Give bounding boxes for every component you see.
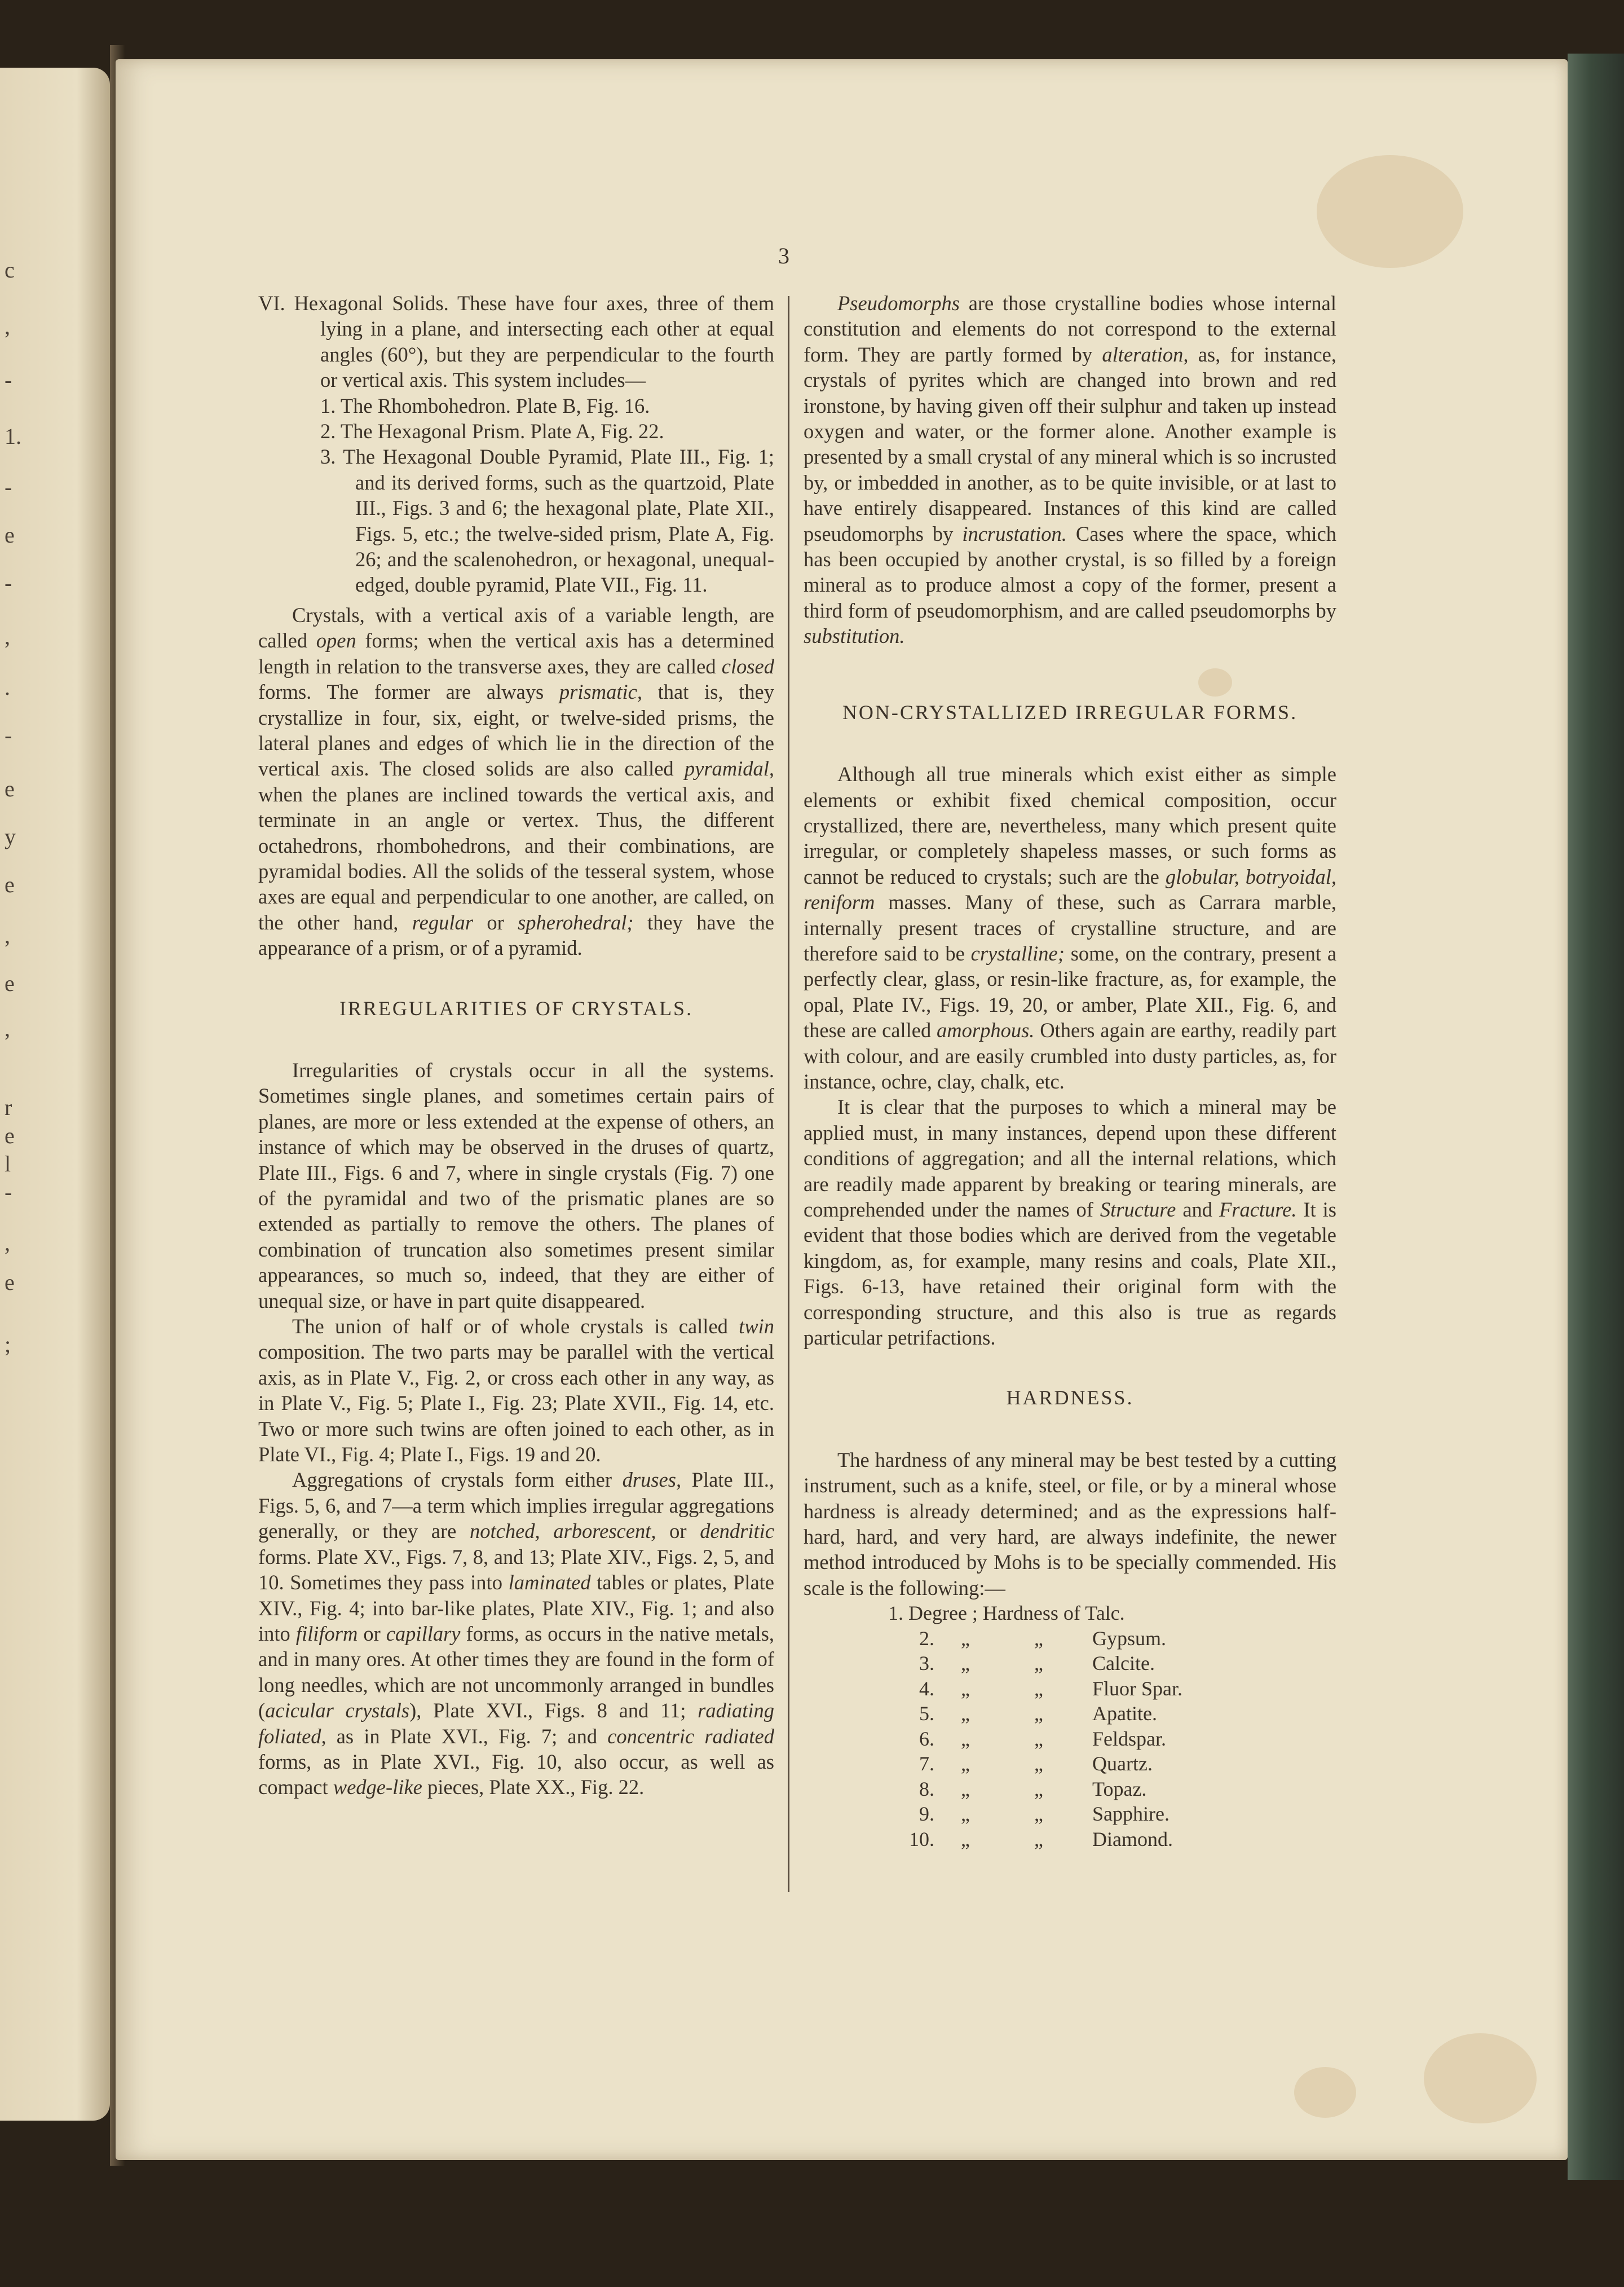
table-row [804, 1777, 1336, 1802]
previous-page-text-fragment: e [5, 1123, 15, 1148]
table-cell: „ [961, 1777, 970, 1800]
section-heading: IRREGULARITIES OF CRYSTALS. [339, 997, 694, 1020]
hexagonal-solids-intro: VI. Hexagonal Solids. These have four axes, three of them lying in a plane, and intersecting each other at equal angles (60°), but they are perpendicular to the fourth or vertical axis. This system includes— [258, 292, 774, 392]
irregularities-paragraph: Irregularities of crystals occur in all the systems. Sometimes single planes, and sometimes certain pairs of planes, are more or less extended at the expense of others, an instance of which may be observed in the druses of quartz, Plate III., Figs. 6 and 7, where in single crystals (Fig. 7) one of the pyramidal and two of the prismatic planes are so extended as partially to remove the others. The planes of combination of truncation also sometimes present similar appearances, so much so, indeed, that they are either of unequal size, or have in part quite disappeared. [258, 1058, 774, 1312]
right-column [804, 290, 1336, 1852]
table-cell: 8. [919, 1777, 934, 1800]
section-heading: HARDNESS. [1006, 1386, 1134, 1409]
table-row [804, 1651, 1336, 1676]
previous-page-text-fragment: , [5, 624, 10, 649]
page-number: 3 [778, 243, 789, 268]
pseudomorphs-paragraph: Pseudomorphs are those crystalline bodies whose internal constitution and elements do not correspond to the external form. They are partly formed by alteration, as, for instance, crystals of pyrites which are changed into brown and red ironstone, by having given off their sulphur and taken up instead oxygen and water, or the former alone. Another example is presented by a small crystal of any mineral which is so incrusted by, or imbedded in another, as to be quite invisible, or at last to have entirely disappeared. Instances of this kind are called pseudomorphs by incrustation. Cases where the space, which has been occupied by another crystal, is so filled by a foreign mineral as to produce almost a copy of the former, present a third form of pseudomorphism, and are called pseudomorphs by substitution. [804, 292, 1337, 648]
table-cell: „ [961, 1702, 970, 1725]
list-item: 3. The Hexagonal Double Pyramid, Plate III., Fig. 1; and its derived forms, such as the quartzoid, Plate III., Figs. 3 and 6; the hexagonal plate, Plate XII., Figs. 5, etc.; the twelve-sided prism, Plate A, Fig. 26; and the scalenohedron, or hexagonal, unequal-edged, double pyramid, Plate VII., Fig. 11. [320, 445, 774, 597]
table-cell: „ [1034, 1677, 1043, 1700]
table-cell: 4. [919, 1677, 934, 1700]
previous-page-text-fragment: e [5, 872, 15, 897]
list-item: 2. The Hexagonal Prism. Plate A, Fig. 22. [320, 420, 664, 443]
table-cell: „ [1034, 1652, 1043, 1675]
table-cell: „ [961, 1752, 970, 1775]
previous-page-text-fragment: - [5, 474, 12, 500]
table-cell: 5. [919, 1702, 934, 1725]
table-cell: „ [1034, 1702, 1043, 1725]
table-cell: „ [1034, 1752, 1043, 1775]
previous-page-edge [0, 68, 110, 2121]
table-cell: „ [961, 1727, 970, 1750]
previous-page-text-fragment: - [5, 570, 12, 596]
previous-page-text-fragment: , [5, 923, 10, 948]
section-heading: NON-CRYSTALLIZED IRREGULAR FORMS. [842, 700, 1298, 724]
previous-page-text-fragment: . [5, 675, 10, 700]
previous-page-text-fragment: c [5, 257, 15, 283]
table-cell: 7. [919, 1752, 934, 1775]
table-cell: 10. [909, 1827, 934, 1850]
column-divider [788, 296, 789, 1892]
table-cell: 2. [919, 1627, 934, 1650]
previous-page-text-fragment: e [5, 971, 15, 996]
crystals-paragraph: Crystals, with a vertical axis of a variable length, are called open forms; when the vertical axis has a determined length in relation to the transverse axes, they are called closed forms. The former are always prismatic, that is, they crystallize in four, six, eight, or twelve-sided prisms, the lateral planes and edges of which lie in the direction of the vertical axis. The closed solids are also called pyramidal, when the planes are inclined towards the vertical axis, and terminate in an angle or vertex. Thus, the different octahedrons, rhombohedrons, and their combinations, are pyramidal bodies. All the solids of the tesseral system, whose axes are equal and perpendicular to one another, are called, on the other hand, regular or spherohedral; they have the appearance of a prism, or of a pyramid. [258, 603, 775, 960]
previous-page-text-fragment: - [5, 367, 12, 393]
table-row [804, 1701, 1336, 1726]
table-cell: 6. [919, 1727, 934, 1750]
table-row [804, 1751, 1336, 1777]
hardness-paragraph: The hardness of any mineral may be best tested by a cutting instrument, such as a knife, steel, or file, or by a mineral whose hardness is already determined; and as the expressions half-hard, hard, and very hard, are always indefinite, the newer method introduced by Mohs is to be specially commended. His scale is the following:— [804, 1448, 1336, 1599]
twin-paragraph: The union of half or of whole crystals is called twin composition. The two parts may be parallel with the vertical axis, as in Plate V., Fig. 2, or cross each other in any way, as in Plate V., Fig. 5; Plate I., Fig. 23; Plate XVII., Fig. 14, etc. Two or more such twins are often joined to each other, as in Plate VI., Fig. 4; Plate I., Figs. 19 and 20. [258, 1315, 775, 1466]
table-cell: „ [1034, 1627, 1043, 1650]
table-cell: „ [1034, 1777, 1043, 1800]
left-column [258, 290, 774, 1800]
previous-page-text-fragment: l [5, 1151, 11, 1176]
hexagonal-forms-list [258, 393, 774, 598]
table-cell: „ [1034, 1727, 1043, 1750]
table-cell: „ [961, 1652, 970, 1675]
previous-page-text-fragment: - [5, 1179, 12, 1205]
previous-page-text-fragment: e [5, 522, 15, 548]
previous-page-text-fragment: , [5, 314, 10, 339]
table-cell: „ [1034, 1827, 1043, 1850]
previous-page-text-fragment: , [5, 1016, 10, 1041]
table-cell: Calcite. [1092, 1652, 1155, 1675]
table-row [804, 1626, 1336, 1651]
table-cell: „ [961, 1803, 970, 1826]
table-cell: Sapphire. [1092, 1803, 1170, 1826]
table-cell: „ [961, 1827, 970, 1850]
structure-paragraph: It is clear that the purposes to which a mineral may be applied must, in many instances, depend upon these different conditions of aggregation; and all the internal relations, which are readily made apparent by breaking or tearing minerals, are comprehended under the names of Structure and Fracture. It is evident that those bodies which are derived from the vegetable kingdom, as, for example, many resins and coals, Plate XII., Figs. 6-13, have retained their original form with the corresponding structure, and this also is true as regards particular petrifactions. [804, 1095, 1336, 1350]
aggregations-paragraph: Aggregations of crystals form either druses, Plate III., Figs. 5, 6, and 7—a term which implies irregular aggregations generally, or they are notched, arborescent, or dendritic forms. Plate XV., Figs. 7, 8, and 13; Plate XIV., Figs. 2, 5, and 10. Sometimes they pass into laminated tables or plates, Plate XIV., Fig. 4; into bar-like plates, Plate XIV., Fig. 1; and also into filiform or capillary forms, as occurs in the native metals, and in many ores. At other times they are found in the form of long needles, which are not uncommonly arranged in bundles (acicular crystals), Plate XVI., Figs. 8 and 11; radiating foliated, as in Plate XVI., Fig. 7; and concentric radiated forms, as in Plate XVI., Fig. 10, also occur, as well as compact wedge-like pieces, Plate XX., Fig. 22. [258, 1468, 775, 1799]
table-cell: Apatite. [1092, 1702, 1157, 1725]
table-cell: Gypsum. [1092, 1627, 1167, 1650]
table-row: 1. Degree ; Hardness of Talc. [888, 1602, 1125, 1625]
table-cell: Quartz. [1092, 1752, 1153, 1775]
previous-page-text-fragment: - [5, 722, 12, 748]
table-cell: Feldspar. [1092, 1727, 1166, 1750]
table-cell: Diamond. [1092, 1827, 1173, 1850]
table-cell: „ [961, 1677, 970, 1700]
table-cell: „ [1034, 1803, 1043, 1826]
previous-page-text-fragment: e [5, 776, 15, 801]
previous-page-text-fragment: r [5, 1095, 12, 1120]
previous-page-text-fragment: y [5, 824, 16, 849]
previous-page-text-fragment: , [5, 1230, 10, 1255]
previous-page-text-fragment: e [5, 1270, 15, 1295]
table-cell: „ [961, 1627, 970, 1650]
previous-page-text-fragment: ; [5, 1332, 11, 1357]
table-cell: Topaz. [1092, 1777, 1147, 1800]
table-row [804, 1827, 1336, 1852]
table-cell: Fluor Spar. [1092, 1677, 1183, 1700]
table-row [804, 1726, 1336, 1752]
mohs-scale-table [804, 1601, 1336, 1852]
previous-page-text-fragment: 1. [5, 424, 21, 449]
non-crystallized-paragraph: Although all true minerals which exist either as simple elements or exhibit fixed chemical composition, occur crystallized, there are, nevertheless, many which present quite irregular, or completely shapeless masses, or such forms as cannot be reduced to crystals; such are the globular, botryoidal, reniform masses. Many of these, such as Carrara marble, internally present traces of crystalline structure, and are therefore said to be crystalline; some, on the contrary, present a perfectly clear, glass, or resin-like fracture, as, for example, the opal, Plate IV., Figs. 19, 20, or amber, Plate XII., Fig. 6, and these are called amorphous. Others again are earthy, readily part with colour, and are easily crumbled into dusty particles, as, for instance, ochre, clay, chalk, etc. [804, 763, 1337, 1093]
table-cell: 3. [919, 1652, 934, 1675]
table-cell: 9. [919, 1803, 934, 1826]
list-item: 1. The Rhombohedron. Plate B, Fig. 16. [320, 394, 650, 417]
table-row [804, 1801, 1336, 1827]
table-row [804, 1676, 1336, 1702]
book-cover-edge [1568, 54, 1624, 2180]
